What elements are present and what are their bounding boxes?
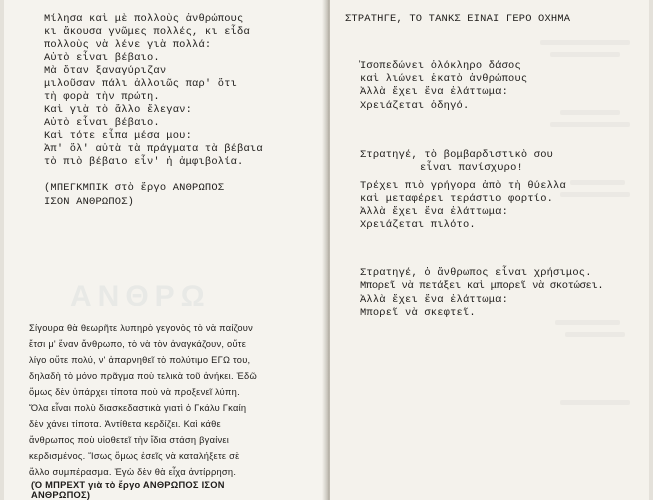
left-poem-line: Αὐτὸ εἶναι βέβαιο. — [44, 117, 160, 129]
right-poem-line: εἶναι πανίσχυρο! — [420, 162, 523, 174]
bleed-through-text — [520, 40, 640, 460]
left-poem-line: πολλοὺς νὰ λένε γιὰ πολλά: — [44, 39, 212, 51]
left-prose-line: ὅμως δὲν ὑπάρχει τίποτα ποὺ νὰ προξενεῖ λύπη. — [29, 387, 240, 397]
left-poem-line: Καὶ τότε εἶπα μέσα μου: — [44, 130, 193, 142]
right-page — [330, 0, 653, 500]
right-poem-line: Στρατηγέ, τὸ βομβαρδιστικὸ σου — [360, 149, 554, 161]
right-poem-line: καὶ μεταφέρει τεράστιο φορτίο. — [360, 193, 554, 205]
left-prose-line: Ὅλα εἶναι πολὺ διασκεδαστικὰ γιατὶ ὁ Γκάλυ Γκαίη — [29, 403, 247, 413]
left-poem-line: τὸ πιὸ βέβαιο εἶν' ἡ ἀμφιβολία. — [44, 156, 244, 168]
left-poem-line: κι ἄκουσα γνῶμες πολλές, κι εἶδα — [44, 26, 250, 38]
left-page — [0, 0, 326, 500]
left-poem-line: Μὰ ὅταν ξαναγύριζαν — [44, 65, 167, 77]
left-prose-credit: ΑΝΘΡΩΠΟΣ) — [31, 490, 91, 500]
right-poem-line: καὶ λιώνει ἑκατὸ ἀνθρώπους — [360, 73, 528, 85]
right-poem-line: Ἀλλὰ ἔχει ἕνα ἐλάττωμα: — [360, 86, 509, 98]
left-prose-line: ἄνθρωπος ποὺ υἱοθετεῖ τὴν ἴδια στάση βγαίνει — [29, 435, 230, 445]
left-poem-line: μιλοῦσαν πάλι ἀλλοιῶς παρ' ὅτι — [44, 78, 238, 90]
right-poem-line: Μπορεῖ νὰ σκεφτεῖ. — [360, 307, 476, 319]
right-poem-line: Ἀλλὰ ἔχει ἕνα ἐλάττωμα: — [360, 206, 509, 218]
left-prose-credit: (Ὁ ΜΠΡΕΧΤ γιὰ τὸ ἔργο ΑΝΘΡΩΠΟΣ ΙΣΟΝ — [31, 480, 225, 490]
left-prose-line: Σίγουρα θὰ θεωρῆτε λυπηρὸ γεγονὸς τὸ νὰ παίζουν — [29, 323, 254, 333]
left-prose-line: δηλαδὴ τὸ μόνο πρᾶγμα ποὺ τελικὰ τοῦ ἀνήκει. Ἐδῶ — [29, 371, 257, 381]
right-poem-line: Ἀλλὰ ἔχει ἕνα ἐλάττωμα: — [360, 294, 509, 306]
left-poem-line: Ἀπ' ὅλ' αὐτὰ τὰ πράγματα τὰ βέβαια — [44, 143, 263, 155]
left-prose-line: κερδισμένος. Ἴσως ὅμως ἐσεῖς νὰ καταλήξετε σὲ — [29, 451, 240, 461]
right-poem-line: Τρέχει πιὸ γρήγορα ἀπὸ τὴ θύελλα — [360, 180, 566, 192]
right-poem-line: Ἰσοπεδώνει ὁλόκληρο δάσος — [360, 60, 521, 72]
right-poem-line: Στρατηγέ, ὁ ἄνθρωπος εἶναι χρήσιμος. — [360, 267, 592, 279]
left-poem-credit: (ΜΠΕΓΚΜΠΙΚ στὸ ἔργο ΑΝΘΡΩΠΟΣ — [44, 182, 225, 194]
left-prose-line: δὲν χάνει τίποτα. Ἀντίθετα κερδίζει. Καὶ κάθε — [29, 419, 221, 429]
left-poem-line: Μίλησα καὶ μὲ πολλοὺς ἀνθρώπους — [44, 13, 244, 25]
left-prose-line: λίγο οὔτε πολύ, ν' ἀπαρνηθεῖ τὸ πολύτιμο ΕΓΩ του, — [29, 355, 251, 365]
left-poem-credit: ΙΣΟΝ ΑΝΘΡΩΠΟΣ) — [44, 196, 135, 208]
right-poem-line: Χρειάζεται πιλότο. — [360, 219, 476, 231]
right-poem-title: ΣΤΡΑΤΗΓΕ, ΤΟ ΤΑΝΚΣ ΕΙΝΑΙ ΓΕΡΟ ΟΧΗΜΑ — [345, 13, 571, 25]
page-edge — [0, 0, 4, 500]
left-poem-line: Αὐτὸ εἶναι βέβαιο. — [44, 52, 160, 64]
right-poem-line: Μπορεῖ νὰ πετάξει καὶ μπορεῖ νὰ σκοτώσει. — [360, 280, 604, 292]
left-prose-line: ἄλλο συμπέρασμα. Ἐγὼ δὲν θὰ εἶχα ἀντίρρηση. — [29, 467, 237, 477]
right-poem-line: Χρειάζεται ὁδηγό. — [360, 100, 470, 112]
page-edge — [649, 0, 653, 500]
left-poem-line: Καὶ γιὰ τὸ ἄλλο ἔλεγαν: — [44, 104, 193, 116]
bleed-through-heading: ΑΝΘΡΩ — [70, 280, 211, 306]
left-poem-line: τὴ φορὰ τὴν πρώτη. — [44, 91, 160, 103]
left-prose-line: ἔτσι μ' ἕναν ἄνθρωπο, τὸ νὰ τὸν ἀναγκάζουν, οὔτε — [29, 339, 247, 349]
